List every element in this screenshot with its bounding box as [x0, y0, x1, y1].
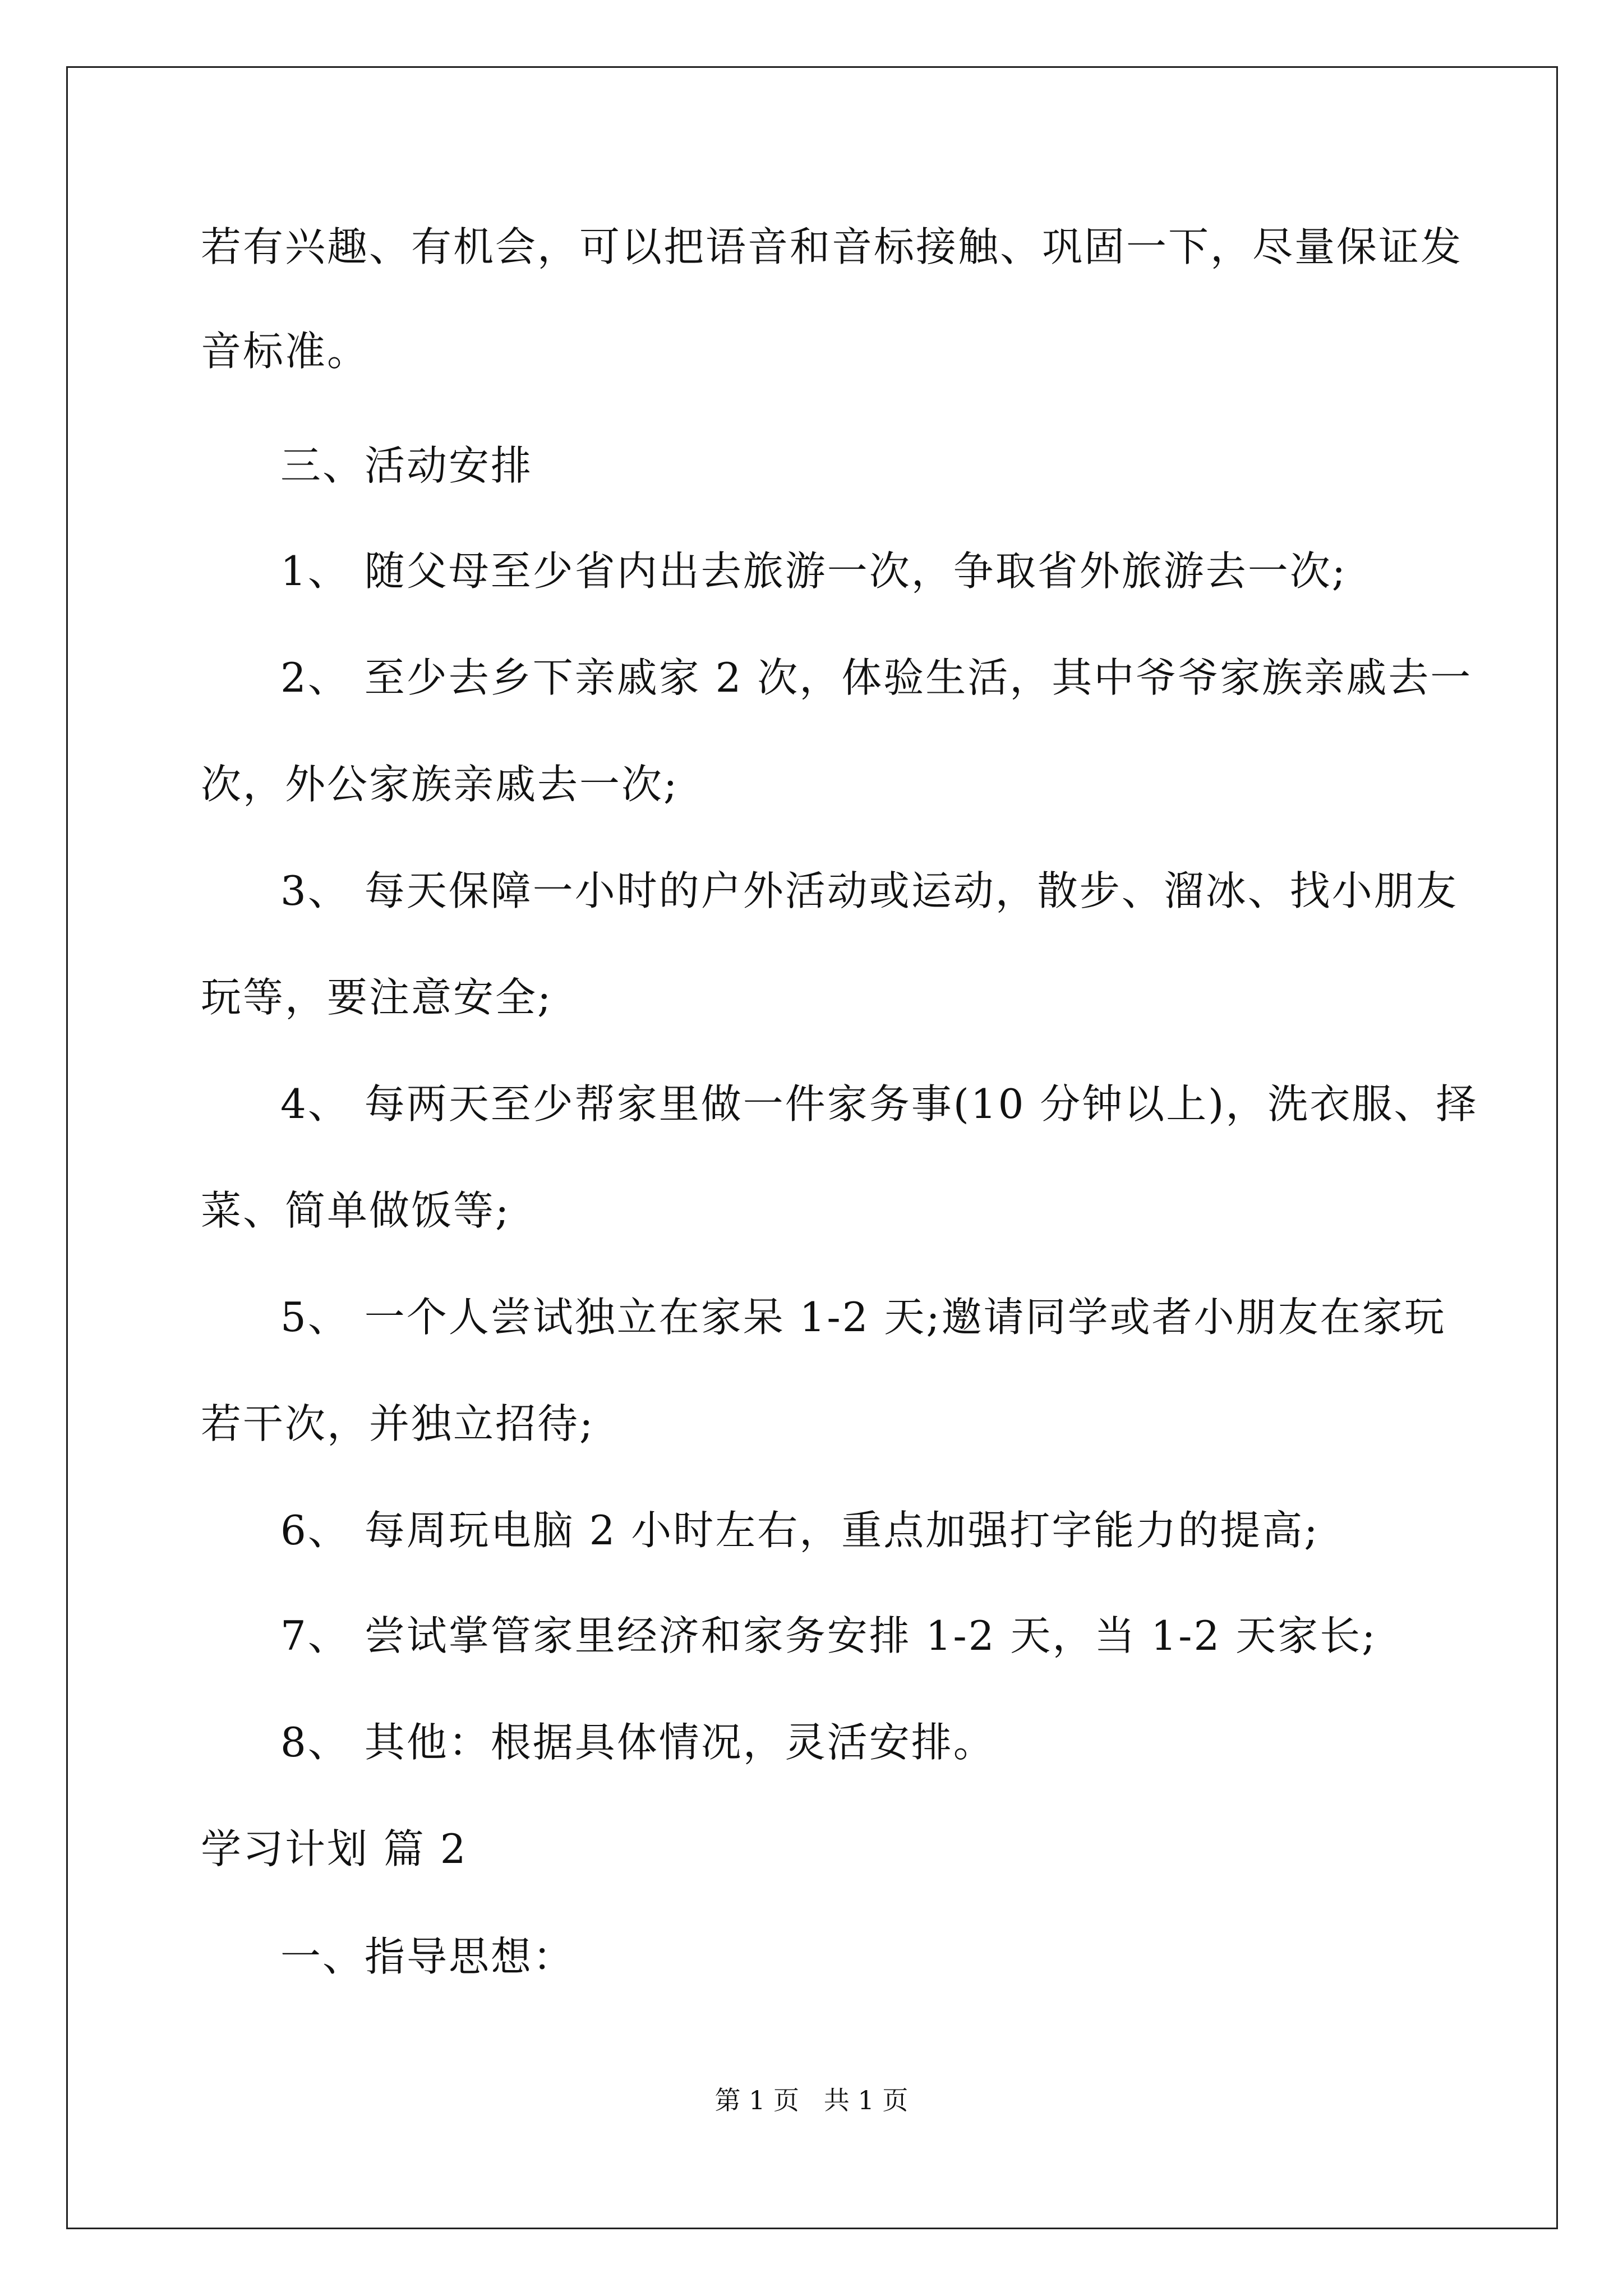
list-item-7: 7、 尝试掌管家里经济和家务安排 1-2 天，当 1-2 天家长; [280, 1612, 1377, 1659]
list-item-4-cont: 菜、简单做饭等; [201, 1187, 511, 1234]
list-item-1: 1、 随父母至少省内出去旅游一次，争取省外旅游去一次; [280, 547, 1347, 595]
list-item-5: 5、 一个人尝试独立在家呆 1-2 天;邀请同学或者小朋友在家玩 [280, 1294, 1446, 1341]
paragraph-line-2: 音标准。 [201, 328, 370, 375]
page-footer: 第 1 页 共 1 页 [714, 2085, 909, 2115]
section-heading-guiding-thought: 一、指导思想： [280, 1933, 575, 1980]
list-item-4: 4、 每两天至少帮家里做一件家务事(10 分钟以上)，洗衣服、择 [280, 1080, 1478, 1128]
list-item-6: 6、 每周玩电脑 2 小时左右，重点加强打字能力的提高; [280, 1507, 1320, 1554]
list-item-2: 2、 至少去乡下亲戚家 2 次，体验生活，其中爷爷家族亲戚去一 [280, 654, 1473, 701]
section-heading-activities: 三、活动安排 [280, 442, 533, 489]
list-item-8: 8、 其他：根据具体情况，灵活安排。 [280, 1719, 995, 1766]
list-item-5-cont: 若干次，并独立招待; [201, 1400, 595, 1447]
section-title-plan-2: 学习计划 篇 2 [201, 1825, 468, 1872]
paragraph-line-1: 若有兴趣、有机会，可以把语音和音标接触、巩固一下，尽量保证发 [201, 223, 1463, 270]
list-item-2-cont: 次，外公家族亲戚去一次; [201, 761, 679, 808]
list-item-3-cont: 玩等，要注意安全; [201, 974, 553, 1021]
page-border [66, 66, 1558, 2229]
list-item-3: 3、 每天保障一小时的户外活动或运动，散步、溜冰、找小朋友 [280, 867, 1458, 914]
